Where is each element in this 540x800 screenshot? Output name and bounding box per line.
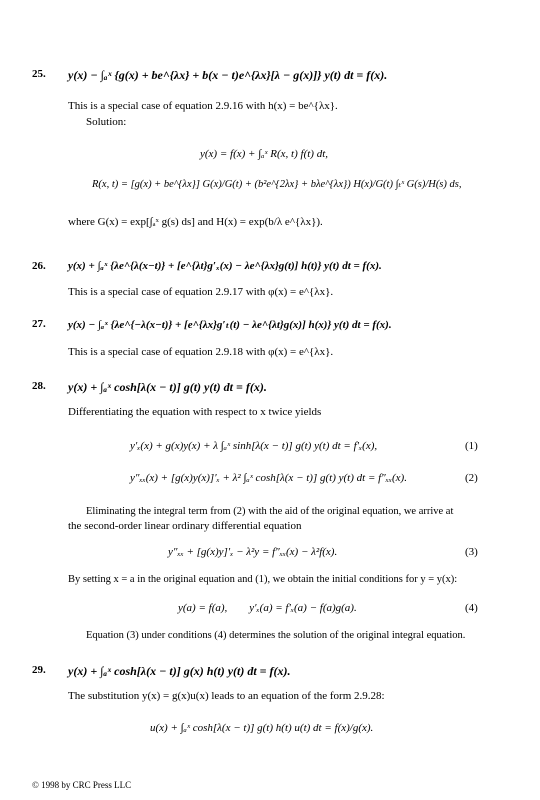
problem-26-equation: y(x) + ∫ₐˣ {λe^{λ(x−t)} + [e^{λt}g′ₓ(x) − λe^{λx}g(t)] h(t)} y(t) dt = f(x). <box>68 260 382 272</box>
problem-28-eq-1: y′ₓ(x) + g(x)y(x) + λ ∫ₐˣ sinh[λ(x − t)] g(t) y(t) dt = f′ₓ(x), <box>130 440 378 452</box>
solution-label: Solution: <box>86 116 127 128</box>
problem-28-text-2a: Eliminating the integral term from (2) with the aid of the original equation, we arrive at <box>86 506 454 517</box>
problem-28-eq-3-number: (3) <box>465 546 478 558</box>
problem-27-number: 27. <box>32 318 46 330</box>
problem-25-note: This is a special case of equation 2.9.16 with h(x) = be^{λx}. <box>68 100 338 112</box>
problem-28-eq-3: y″ₓₓ + [g(x)y]′ₓ − λ²y = f″ₓₓ(x) − λ²f(x). <box>168 546 338 558</box>
copyright-footer: © 1998 by CRC Press LLC <box>32 780 132 790</box>
problem-29-equation: y(x) + ∫ₐˣ cosh[λ(x − t)] g(x) h(t) y(t) dt = f(x). <box>68 664 291 678</box>
problem-26-number: 26. <box>32 260 46 272</box>
problem-28-text-2b: the second-order linear ordinary differential equation <box>68 520 302 532</box>
problem-27-equation: y(x) − ∫ₐˣ {λe^{−λ(x−t)} + [e^{λx}g′ₜ(t) − λe^{λt}g(x)] h(x)} y(t) dt = f(x). <box>68 319 392 331</box>
problem-27-note: This is a special case of equation 2.9.18 with φ(x) = e^{λx}. <box>68 346 334 358</box>
problem-29-number: 29. <box>32 664 46 676</box>
problem-28-number: 28. <box>32 380 46 392</box>
problem-29-text-1: The substitution y(x) = g(x)u(x) leads to an equation of the form 2.9.28: <box>68 690 385 702</box>
problem-28-equation: y(x) + ∫ₐˣ cosh[λ(x − t)] g(t) y(t) dt = f(x). <box>68 380 267 394</box>
problem-29-eq-1: u(x) + ∫ₐˣ cosh[λ(x − t)] g(t) h(t) u(t) dt = f(x)/g(x). <box>150 722 374 734</box>
problem-28-eq-2-number: (2) <box>465 472 478 484</box>
problem-28-eq-4-number: (4) <box>465 602 478 614</box>
solution-equation-2: R(x, t) = [g(x) + be^{λx}] G(x)/G(t) + (b²e^{2λx} + bλe^{λx}) H(x)/G(t) ∫ₜˣ G(s)/H(s) ds, <box>92 179 462 190</box>
solution-equation-1: y(x) = f(x) + ∫ₐˣ R(x, t) f(t) dt, <box>200 148 329 160</box>
problem-26-note: This is a special case of equation 2.9.17 with φ(x) = e^{λx}. <box>68 286 334 298</box>
problem-25-number: 25. <box>32 68 46 80</box>
solution-equation-3: where G(x) = exp[∫ₐˣ g(s) ds] and H(x) = exp(b/λ e^{λx}). <box>68 216 323 228</box>
problem-28-text-4: Equation (3) under conditions (4) determines the solution of the original integral equation. <box>86 630 466 641</box>
problem-28-eq-2: y″ₓₓ(x) + [g(x)y(x)]′ₓ + λ² ∫ₐˣ cosh[λ(x − t)] g(t) y(t) dt = f″ₓₓ(x). <box>130 472 407 484</box>
problem-28-eq-1-number: (1) <box>465 440 478 452</box>
problem-28-text-1: Differentiating the equation with respect to x twice yields <box>68 406 322 418</box>
problem-28-text-3: By setting x = a in the original equation and (1), we obtain the initial conditions for y = y(x): <box>68 574 458 585</box>
problem-25-equation: y(x) − ∫ₐˣ {g(x) + be^{λx} + b(x − t)e^{λx}[λ − g(x)]} y(t) dt = f(x). <box>68 68 388 82</box>
problem-28-eq-4: y(a) = f(a), y′ₓ(a) = f′ₓ(a) − f(a)g(a). <box>178 602 357 614</box>
